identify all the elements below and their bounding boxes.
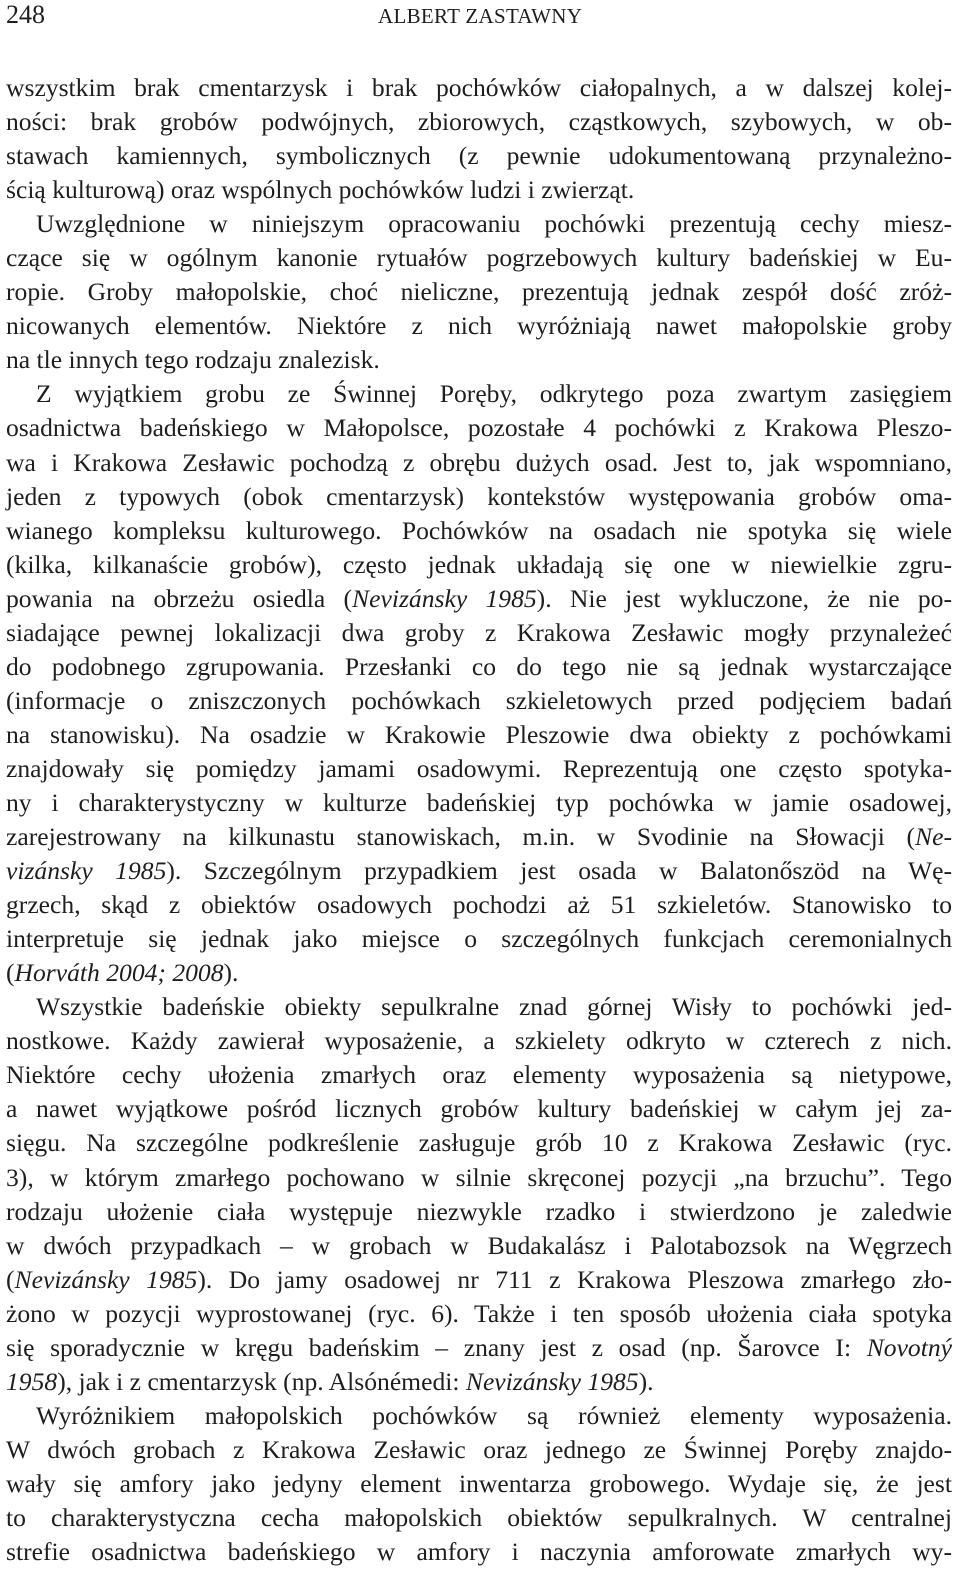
page-header bbox=[0, 0, 960, 36]
text-line bbox=[6, 1501, 952, 1535]
text-segment: Z wyjątkiem grobu ze Świnnej Poręby, odkrytego poza zwartym zasięgiem bbox=[36, 379, 952, 409]
text-segment: osadnictwa badeńskiego w Małopolsce, pozostałe 4 pochówki z Krakowa Pleszo- bbox=[6, 413, 952, 443]
text-segment: na stanowisku). Na osadzie w Krakowie Pleszowie dwa obiekty z pochówkami bbox=[6, 719, 952, 749]
text-segment: wianego kompleksu kulturowego. Pochówków na osadach nie spotyka się wiele bbox=[6, 515, 952, 545]
text-segment: wa i Krakowa Zesławic pochodzą z obrębu dużych osad. Jest to, jak wspomniano, bbox=[6, 447, 952, 477]
text-segment: 3), w którym zmarłego pochowano w silnie skręconej pozycji „na brzuchu”. Tego bbox=[6, 1162, 952, 1192]
citation-italic: vizánsky 1985 bbox=[6, 856, 167, 886]
text-line bbox=[6, 718, 952, 752]
text-segment: rodzaju ułożenie ciała występuje niezwykle rzadko i stwierdzono je zaledwie bbox=[6, 1196, 952, 1226]
text-segment: grzech, skąd z obiektów osadowych pochodzi aż 51 szkieletów. Stanowisko to bbox=[6, 890, 952, 920]
text-line bbox=[6, 1126, 952, 1160]
text-line bbox=[6, 1263, 952, 1297]
text-line bbox=[6, 888, 952, 922]
text-segment: powania na obrzeżu osiedla ( bbox=[6, 583, 353, 613]
text-segment: interpretuje się jednak jako miejsce o szczególnych funkcjach ceremonialnych bbox=[6, 924, 952, 954]
text-segment: jeden z typowych (obok cmentarzysk) kontekstów występowania grobów oma- bbox=[6, 481, 952, 511]
text-line bbox=[6, 309, 952, 343]
text-segment: sięgu. Na szczególne podkreślenie zasługuje grób 10 z Krakowa Zesławic (ryc. bbox=[6, 1128, 952, 1158]
text-segment: zarejestrowany na kilkunastu stanowiskach, m.in. w Svodinie na Słowacji ( bbox=[6, 822, 916, 852]
text-line bbox=[6, 1535, 952, 1569]
text-segment: strefie osadnictwa badeńskiego w amfory i naczynia amforowate zmarłych wy- bbox=[6, 1537, 952, 1567]
citation-italic: Nevizánsky 1985 bbox=[465, 1366, 639, 1396]
text-line bbox=[6, 820, 952, 854]
text-line bbox=[6, 956, 952, 990]
running-head: ALBERT ZASTAWNY bbox=[378, 4, 583, 28]
text-line bbox=[6, 275, 952, 309]
text-segment: na tle innych tego rodzaju znalezisk. bbox=[6, 345, 380, 375]
text-line bbox=[6, 139, 952, 173]
text-segment: ( bbox=[6, 1264, 15, 1294]
text-segment: ny i charakterystyczny w kulturze badeńskiej typ pochówka w jamie osadowej, bbox=[6, 787, 952, 817]
text-line bbox=[6, 1229, 952, 1263]
page-number: 248 bbox=[6, 0, 45, 29]
text-line bbox=[6, 1297, 952, 1331]
citation-italic: Ne- bbox=[915, 822, 952, 852]
text-line bbox=[6, 1195, 952, 1229]
text-line bbox=[6, 1024, 952, 1058]
text-line bbox=[6, 1092, 952, 1126]
text-line bbox=[6, 990, 952, 1024]
citation-italic: Horváth 2004; 2008 bbox=[14, 958, 224, 988]
text-segment: a nawet wyjątkowe pośród licznych grobów kultury badeńskiej w całym jej za- bbox=[6, 1094, 952, 1124]
text-segment: ropie. Groby małopolskie, choć nieliczne, prezentują jednak zespół dość zróż- bbox=[6, 277, 952, 307]
text-segment: ). Szczególnym przypadkiem jest osada w Balatonőszöd na Wę- bbox=[166, 856, 952, 886]
text-segment: ności: brak grobów podwójnych, zbiorowych, cząstkowych, szybowych, w ob- bbox=[6, 107, 952, 137]
text-line bbox=[6, 786, 952, 820]
text-line bbox=[6, 241, 952, 275]
text-segment: ). Do jamy osadowej nr 711 z Krakowa Pleszowa zmarłego zło- bbox=[197, 1264, 952, 1294]
text-line bbox=[6, 1058, 952, 1092]
body-text bbox=[6, 71, 952, 1569]
text-line bbox=[6, 1399, 952, 1433]
text-segment: stawach kamiennych, symbolicznych (z pewnie udokumentowaną przynależno- bbox=[6, 141, 952, 171]
text-segment: ( bbox=[6, 958, 15, 988]
text-line bbox=[6, 1331, 952, 1365]
text-line bbox=[6, 1467, 952, 1501]
text-segment: wały się amfory jako jedyny element inwentarza grobowego. Wydaje się, że jest bbox=[6, 1468, 952, 1498]
text-segment: nicowanych elementów. Niektóre z nich wyróżniają nawet małopolskie groby bbox=[6, 311, 952, 341]
text-line bbox=[6, 1365, 952, 1399]
text-segment: nostkowe. Każdy zawierał wyposażenie, a szkielety odkryto w czterech z nich. bbox=[6, 1026, 952, 1056]
text-segment: Uwzględnione w niniejszym opracowaniu pochówki prezentują cechy miesz- bbox=[36, 209, 952, 239]
text-line bbox=[6, 582, 952, 616]
text-line bbox=[6, 684, 952, 718]
text-line bbox=[6, 446, 952, 480]
text-segment: ). bbox=[223, 958, 239, 988]
text-segment: (informacje o zniszczonych pochówkach szkieletowych przed podjęciem badań bbox=[6, 685, 952, 715]
text-segment: w dwóch przypadkach – w grobach w Budakalász i Palotabozsok na Węgrzech bbox=[6, 1230, 952, 1260]
text-segment: ). bbox=[638, 1366, 654, 1396]
text-line bbox=[6, 1161, 952, 1195]
text-line bbox=[6, 752, 952, 786]
text-segment: to charakterystyczna cecha małopolskich obiektów sepulkralnych. W centralnej bbox=[6, 1502, 952, 1532]
text-segment: się sporadycznie w kręgu badeńskim – znany jest z osad (np. Šarovce I: bbox=[6, 1332, 867, 1362]
text-line bbox=[6, 207, 952, 241]
text-line bbox=[6, 514, 952, 548]
text-segment: Niektóre cechy ułożenia zmarłych oraz elementy wyposażenia są nietypowe, bbox=[6, 1060, 952, 1090]
citation-italic: Nevizánsky 1985 bbox=[14, 1264, 198, 1294]
text-line bbox=[6, 650, 952, 684]
citation-italic: Novotný bbox=[866, 1332, 952, 1362]
text-line bbox=[6, 1433, 952, 1467]
text-line bbox=[6, 480, 952, 514]
text-segment: Wyróżnikiem małopolskich pochówków są również elementy wyposażenia. bbox=[36, 1400, 952, 1430]
text-line bbox=[6, 616, 952, 650]
text-segment: znajdowały się pomiędzy jamami osadowymi. Reprezentują one często spotyka- bbox=[6, 753, 952, 783]
text-line bbox=[6, 377, 952, 411]
text-segment: (kilka, kilkanaście grobów), często jednak układają się one w niewielkie zgru- bbox=[6, 549, 952, 579]
text-segment: siadające pewnej lokalizacji dwa groby z Krakowa Zesławic mogły przynależeć bbox=[6, 617, 952, 647]
text-line bbox=[6, 343, 952, 377]
text-segment: czące się w ogólnym kanonie rytuałów pogrzebowych kultury badeńskiej w Eu- bbox=[6, 243, 952, 273]
text-segment: wszystkim brak cmentarzysk i brak pochówków ciałopalnych, a w dalszej kolej- bbox=[6, 73, 952, 102]
text-segment: ). Nie jest wykluczone, że nie po- bbox=[536, 583, 952, 613]
text-line bbox=[6, 854, 952, 888]
text-line bbox=[6, 105, 952, 139]
citation-italic: 1958 bbox=[6, 1366, 58, 1396]
text-line bbox=[6, 548, 952, 582]
text-segment: ), jak i z cmentarzysk (np. Alsónémedi: bbox=[57, 1366, 466, 1396]
text-segment: ścią kulturową) oraz wspólnych pochówków ludzi i zwierząt. bbox=[6, 175, 635, 205]
text-segment: W dwóch grobach z Krakowa Zesławic oraz jednego ze Świnnej Poręby znajdo- bbox=[6, 1434, 952, 1464]
citation-italic: Nevizánsky 1985 bbox=[352, 583, 537, 613]
text-segment: żono w pozycji wyprostowanej (ryc. 6). Także i ten sposób ułożenia ciała spotyka bbox=[6, 1298, 952, 1328]
text-line bbox=[6, 173, 952, 207]
text-segment: do podobnego zgrupowania. Przesłanki co do tego nie są jednak wystarczające bbox=[6, 651, 952, 681]
text-line bbox=[6, 411, 952, 445]
text-line bbox=[6, 922, 952, 956]
text-segment: Wszystkie badeńskie obiekty sepulkralne znad górnej Wisły to pochówki jed- bbox=[36, 992, 952, 1022]
text-line bbox=[6, 71, 952, 105]
